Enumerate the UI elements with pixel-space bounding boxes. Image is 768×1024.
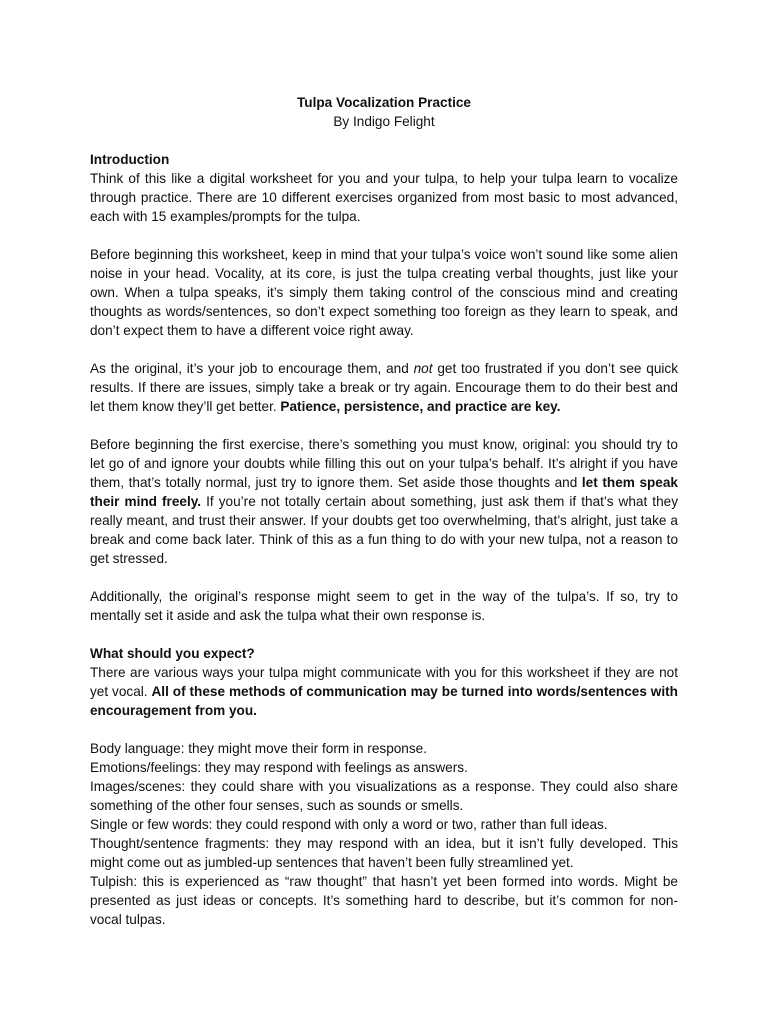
intro-paragraph-3-text-b: get too frustrated if you don’t see quick results. If there are issues, simply take a break or try again. Encourage them to do their best and let them know they’ll get better. <box>90 361 678 414</box>
intro-paragraph-4-strong: let them speak their mind freely. <box>90 475 678 509</box>
list-item: Body language: they might move their form in response. <box>90 741 428 756</box>
intro-paragraph-3-emphasis: not <box>413 361 433 376</box>
intro-paragraph-3-strong: Patience, persistence, and practice are key. <box>280 399 561 414</box>
list-item: Thought/sentence fragments: they may respond with an idea, but it isn’t fully developed. This might come out as jumbled-up sentences that haven’t been fully streamlined yet. <box>90 836 678 870</box>
intro-paragraph-3-text-a: As the original, it’s your job to encourage them, and <box>90 361 414 376</box>
document-author: By Indigo Felight <box>333 114 435 129</box>
expect-paragraph-1-strong: All of these methods of communication may be turned into words/sentences with encouragement from you. <box>90 684 678 718</box>
list-item: Images/scenes: they could share with you visualizations as a response. They could also share something of the other four senses, such as sounds or smells. <box>90 779 678 813</box>
introduction-heading: Introduction <box>90 152 170 167</box>
intro-paragraph-5: Additionally, the original’s response might seem to get in the way of the tulpa’s. If so, try to mentally set it aside and ask the tulpa what their own response is. <box>90 589 678 623</box>
intro-paragraph-3 <box>90 359 678 416</box>
list-item: Emotions/feelings: they may respond with feelings as answers. <box>90 760 468 775</box>
expect-heading: What should you expect? <box>90 646 255 661</box>
communication-methods-list <box>90 739 678 929</box>
list-item: Single or few words: they could respond with only a word or two, rather than full ideas. <box>90 817 608 832</box>
intro-paragraph-1: Think of this like a digital worksheet for you and your tulpa, to help your tulpa learn to vocalize through practice. There are 10 different exercises organized from most basic to most advanced, each with 15 examples/prompts for the tulpa. <box>90 171 678 224</box>
intro-paragraph-2: Before beginning this worksheet, keep in mind that your tulpa’s voice won’t sound like some alien noise in your head. Vocality, at its core, is just the tulpa creating verbal thoughts, just like your own. When a tulpa speaks, it’s simply them taking control of the conscious mind and creating thoughts as words/sentences, so don’t expect something too foreign as they learn to speak, and don’t expect them to have a different voice right away. <box>90 247 678 338</box>
list-item: Tulpish: this is experienced as “raw thought” that hasn’t yet been formed into words. Might be presented as just ideas or concepts. It’s something hard to describe, but it’s common for non-vocal tulpas. <box>90 874 678 927</box>
intro-paragraph-4-text-b: If you’re not totally certain about something, just ask them if that’s what they really meant, and trust their answer. If your doubts get too overwhelming, that’s alright, just take a break and come back later. Think of this as a fun thing to do with your new tulpa, not a reason to get stressed. <box>90 494 679 566</box>
document-title: Tulpa Vocalization Practice <box>297 95 471 110</box>
intro-paragraph-4 <box>90 435 678 568</box>
expect-paragraph-1 <box>90 663 678 720</box>
intro-paragraph-4-text-a: Before beginning the first exercise, there’s something you must know, original: you should try to let go of and ignore your doubts while filling this out on your tulpa’s behalf. It’s alright if you have them, that’s totally normal, just try to ignore them. Set aside those thoughts and <box>90 437 678 490</box>
expect-paragraph-1-text: There are various ways your tulpa might communicate with you for this worksheet if they are not yet vocal. <box>90 665 678 699</box>
document-page <box>90 93 678 929</box>
